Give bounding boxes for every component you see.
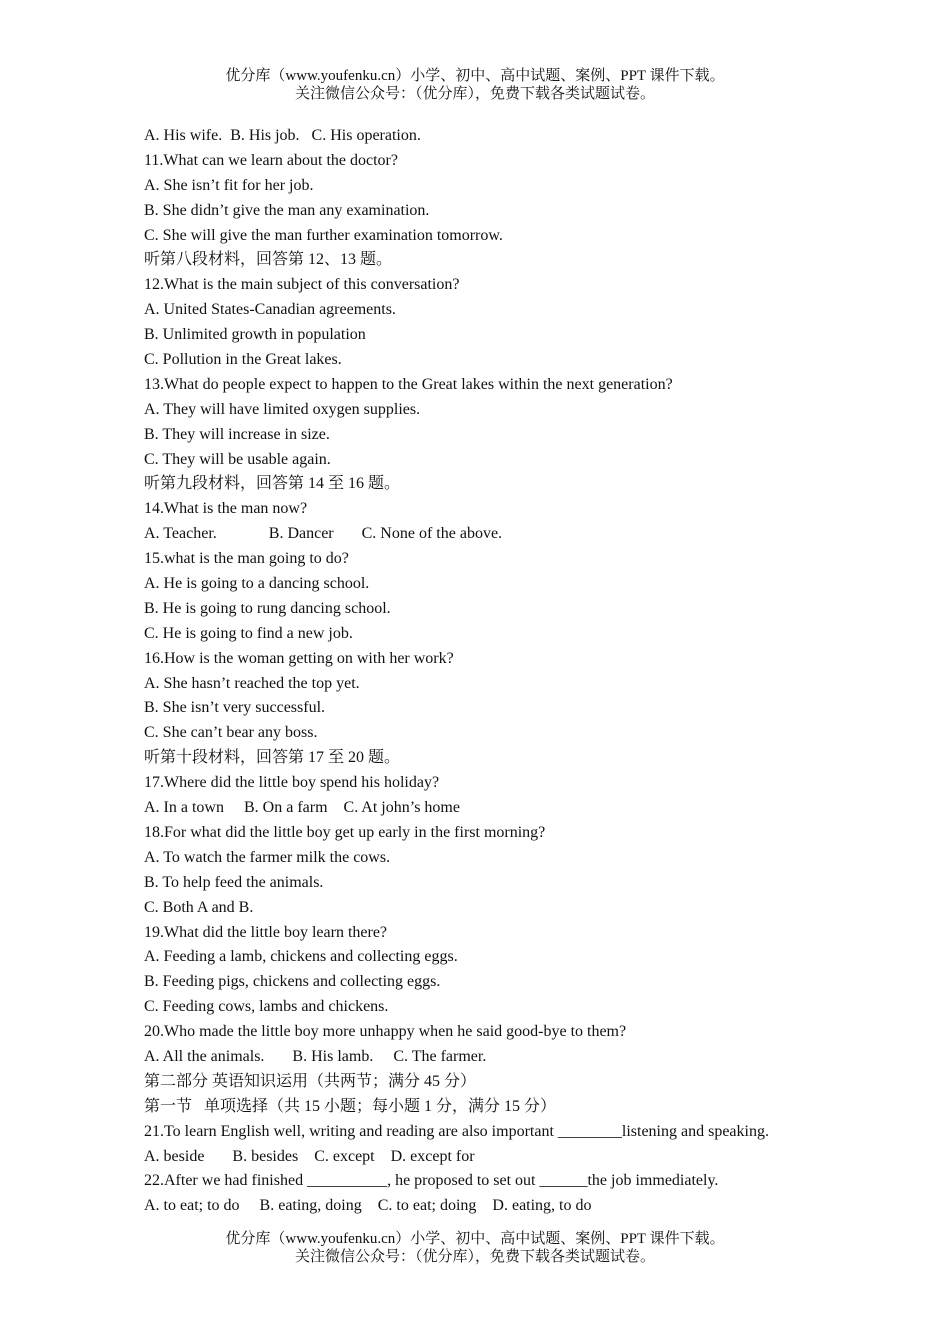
- text-line: C. Both A and B.: [144, 898, 254, 916]
- text-line: B. She isn’t very successful.: [144, 699, 326, 717]
- text-line: 11.What can we learn about the doctor?: [144, 151, 398, 169]
- text-line: C. She can’t bear any boss.: [144, 724, 318, 742]
- text-line: C. She will give the man further examination tomorrow.: [144, 226, 503, 244]
- text-line: 21.To learn English well, writing and reading are also important ________listening and speaking.: [144, 1122, 769, 1140]
- exam-content: [144, 124, 844, 1219]
- text-line: A. They will have limited oxygen supplies.: [144, 400, 421, 418]
- text-line: 听第八段材料，回答第 12、13 题。: [144, 251, 393, 269]
- text-line: B. To help feed the animals.: [144, 873, 324, 891]
- text-line: B. She didn’t give the man any examination.: [144, 201, 430, 219]
- text-line: B. Unlimited growth in population: [144, 326, 366, 344]
- text-line: C. They will be usable again.: [144, 450, 331, 468]
- text-line: A. His wife. B. His job. C. His operation.: [144, 127, 421, 144]
- text-line: C. Pollution in the Great lakes.: [144, 351, 342, 369]
- text-line: A. Feeding a lamb, chickens and collecting eggs.: [144, 948, 458, 966]
- text-line: A. He is going to a dancing school.: [144, 575, 370, 593]
- text-line: 14.What is the man now?: [144, 500, 308, 518]
- footer-line-2: 关注微信公众号：（优分库），免费下载各类试题试卷。: [294, 1249, 655, 1265]
- text-line: 第一节 单项选择（共 15 小题；每小题 1 分，满分 15 分）: [144, 1097, 557, 1115]
- text-line: C. Feeding cows, lambs and chickens.: [144, 998, 389, 1016]
- text-line: B. They will increase in size.: [144, 425, 330, 443]
- text-line: 20.Who made the little boy more unhappy when he said good-bye to them?: [144, 1023, 627, 1041]
- text-line: 17.Where did the little boy spend his holiday?: [144, 774, 440, 792]
- text-line: A. To watch the farmer milk the cows.: [144, 848, 391, 866]
- text-line: 22.After we had finished __________, he proposed to set out ______the job immediately.: [144, 1172, 719, 1190]
- text-line: A. beside B. besides C. except D. except for: [144, 1147, 475, 1165]
- text-line: 听第九段材料，回答第 14 至 16 题。: [144, 475, 401, 493]
- text-line: B. He is going to rung dancing school.: [144, 599, 391, 617]
- footer-line-1: 优分库（www.youfenku.cn）小学、初中、高中试题、案例、PPT 课件下载。: [225, 1231, 725, 1247]
- text-line: 12.What is the main subject of this conversation?: [144, 276, 460, 294]
- text-line: B. Feeding pigs, chickens and collecting eggs.: [144, 973, 441, 991]
- text-line: 16.How is the woman getting on with her work?: [144, 649, 454, 667]
- text-line: 听第十段材料，回答第 17 至 20 题。: [144, 749, 401, 767]
- text-line: A. United States-Canadian agreements.: [144, 301, 396, 319]
- text-line: A. In a town B. On a farm C. At john’s home: [144, 799, 460, 817]
- text-line: A. All the animals. B. His lamb. C. The farmer.: [144, 1047, 487, 1065]
- text-line: A. She hasn’t reached the top yet.: [144, 674, 360, 692]
- text-line: A. to eat; to do B. eating, doing C. to eat; doing D. eating, to do: [144, 1197, 592, 1215]
- text-line: 18.For what did the little boy get up early in the first morning?: [144, 823, 546, 841]
- text-line: A. Teacher. B. Dancer C. None of the above.: [144, 525, 503, 543]
- page-footer: [0, 1230, 950, 1266]
- text-line: 第二部分 英语知识运用（共两节；满分 45 分）: [144, 1072, 477, 1090]
- header-line-1: 优分库（www.youfenku.cn）小学、初中、高中试题、案例、PPT 课件下载。: [225, 68, 725, 84]
- text-line: A. She isn’t fit for her job.: [144, 176, 314, 194]
- text-line: 19.What did the little boy learn there?: [144, 923, 388, 941]
- text-line: 15.what is the man going to do?: [144, 550, 349, 568]
- text-line: C. He is going to find a new job.: [144, 624, 353, 642]
- page-header: [0, 67, 950, 103]
- text-line: 13.What do people expect to happen to the Great lakes within the next generation?: [144, 375, 673, 393]
- header-line-2: 关注微信公众号：（优分库），免费下载各类试题试卷。: [294, 86, 655, 102]
